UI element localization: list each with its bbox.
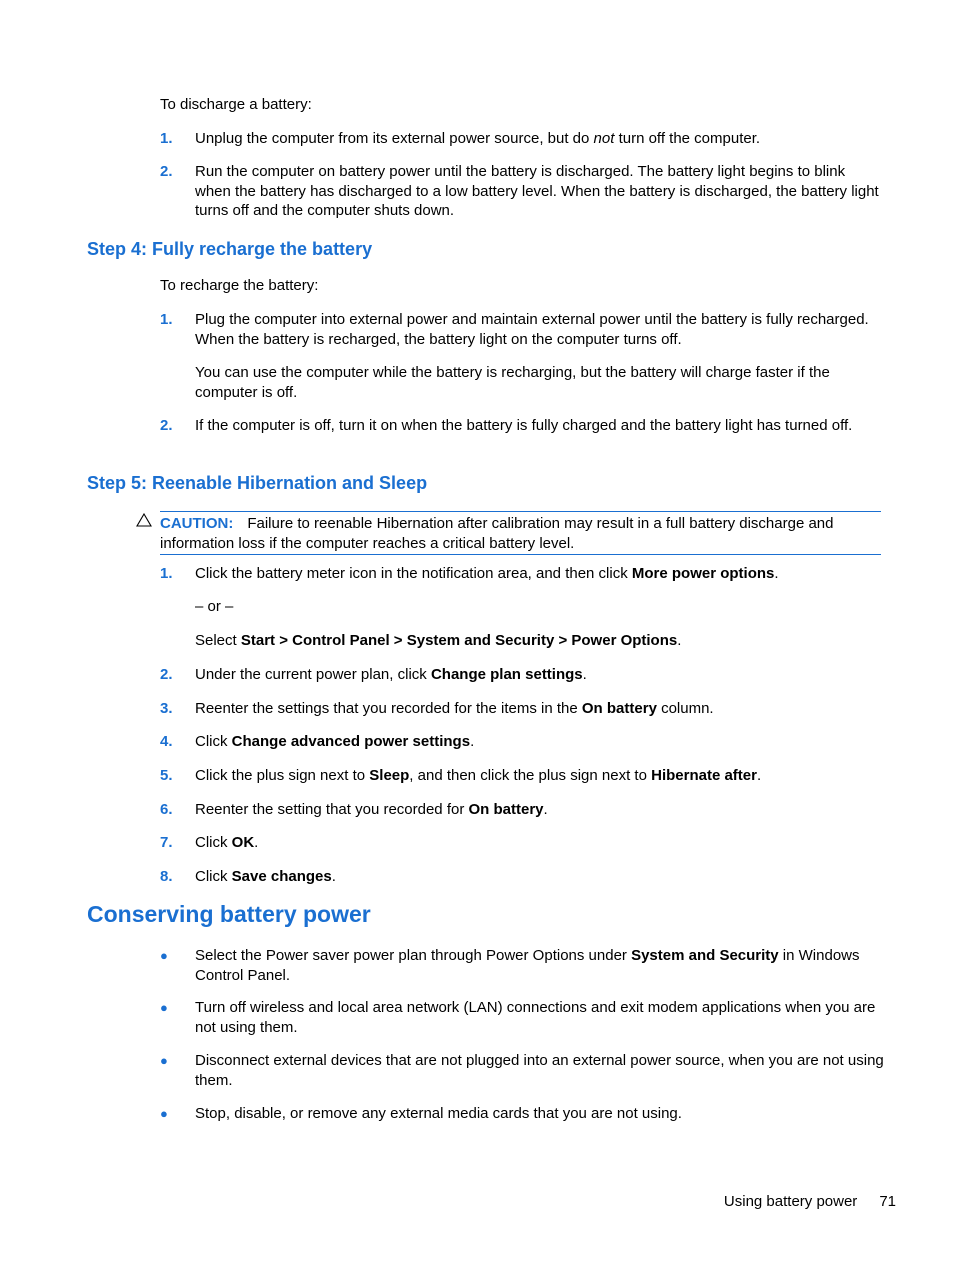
step-number: 4. <box>160 733 173 750</box>
discharge-step-2: Run the computer on battery power until the battery is discharged. The battery light begins to blink when the battery has discharged to a low battery level. When the battery is discharged, the battery light turns off and the computer shuts down. <box>195 163 879 219</box>
bullet-icon: ● <box>160 1106 168 1121</box>
step-number: 1. <box>160 311 173 328</box>
discharge-intro: To discharge a battery: <box>160 96 312 113</box>
step-number: 7. <box>160 834 173 851</box>
step-number: 2. <box>160 417 173 434</box>
reenable-step-1: Click the battery meter icon in the notification area, and then click More power options. <box>195 565 779 582</box>
reenable-step-1-alt: Select Start > Control Panel > System and Security > Power Options. <box>195 632 682 649</box>
conserving-heading: Conserving battery power <box>87 901 371 927</box>
step-number: 2. <box>160 163 173 180</box>
reenable-step-7: Click OK. <box>195 834 259 851</box>
page-footer <box>724 1192 896 1212</box>
conserve-bullet-1: Select the Power saver power plan through Power Options under System and Security in Windows Control Panel. <box>195 947 860 984</box>
bullet-icon: ● <box>160 1000 168 1015</box>
step-number: 2. <box>160 666 173 683</box>
conserve-bullet-3: Disconnect external devices that are not plugged into an external power source, when you are not using them. <box>195 1052 884 1089</box>
caution-label: CAUTION: <box>160 515 234 532</box>
bullet-icon: ● <box>160 1053 168 1068</box>
footer-section-title: Using battery power <box>723 1193 858 1210</box>
bullet-icon: ● <box>160 948 168 963</box>
step5-heading: Step 5: Reenable Hibernation and Sleep <box>87 473 428 493</box>
reenable-step-5: Click the plus sign next to Sleep, and then click the plus sign next to Hibernate after. <box>195 767 762 784</box>
step4-heading: Step 4: Fully recharge the battery <box>87 239 373 259</box>
step-number: 1. <box>160 130 173 147</box>
recharge-step-1: Plug the computer into external power and maintain external power until the battery is fully recharged. When the battery is recharged, the battery light on the computer turns off. <box>195 311 869 348</box>
warning-triangle-icon <box>136 513 152 527</box>
step-number: 3. <box>160 700 173 717</box>
reenable-step-8: Click Save changes. <box>195 868 336 885</box>
reenable-step-6: Reenter the setting that you recorded for On battery. <box>195 801 548 818</box>
step-number: 1. <box>160 565 173 582</box>
caution-text: Failure to reenable Hibernation after calibration may result in a full battery discharge and information loss if the computer reaches a critical battery level. <box>160 515 834 552</box>
discharge-step-1: Unplug the computer from its external power source, but do not turn off the computer. <box>195 130 761 147</box>
recharge-step-1-note: You can use the computer while the battery is recharging, but the battery will charge faster if the computer is off. <box>195 364 830 401</box>
reenable-step-4: Click Change advanced power settings. <box>195 733 475 750</box>
caution-notice <box>160 511 881 555</box>
reenable-step-3: Reenter the settings that you recorded for the items in the On battery column. <box>195 700 714 717</box>
recharge-step-2: If the computer is off, turn it on when the battery is fully charged and the battery light has turned off. <box>195 417 853 434</box>
step-number: 8. <box>160 868 173 885</box>
reenable-step-2: Under the current power plan, click Change plan settings. <box>195 666 587 683</box>
conserve-bullet-4: Stop, disable, or remove any external media cards that you are not using. <box>195 1105 682 1122</box>
step-number: 5. <box>160 767 173 784</box>
step-number: 6. <box>160 801 173 818</box>
conserve-bullet-2: Turn off wireless and local area network (LAN) connections and exit modem applications when you are not using them. <box>195 999 876 1036</box>
or-separator: – or – <box>195 598 234 615</box>
page-number: 71 <box>879 1193 896 1210</box>
step4-intro: To recharge the battery: <box>160 277 319 294</box>
